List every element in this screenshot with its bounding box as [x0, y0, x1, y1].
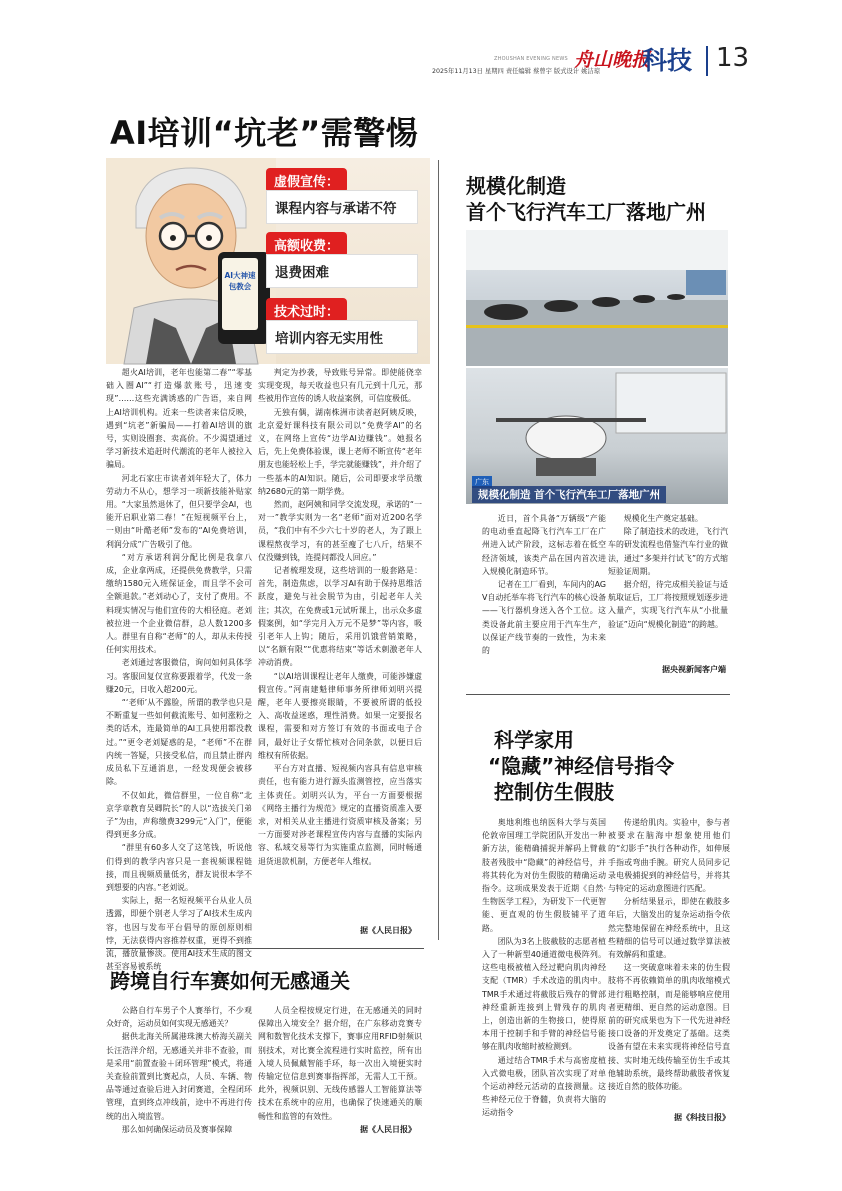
callout-tag: 技术过时： — [266, 298, 347, 323]
paragraph: 传递给肌肉。实验中，参与者被要求在脑海中想象使用他们的“幻影手”执行各种动作，如伸展手指或弯曲手腕。研究人员同步记录电极捕捉到的神经信号，并将其与特定的运动意图进行匹配。 — [608, 818, 730, 894]
prosthetic-col2 — [608, 816, 730, 1106]
masthead-pinyin: ZHOUSHAN EVENING NEWS — [494, 56, 568, 62]
paragraph: 团队为3名上肢截肢的志愿者植入了一种新型40通道微电极阵列。这些电极被植入经过靶向肌肉神经支配（TMR）手术改造的肌肉中。TMR手术通过将截肢后残存的臂部神经重新连接到上臂残存的肌肉上，创造出新的生物接口，使得原本用于控制手和手臂的神经信号能够在肌肉收缩时被检测到。 — [482, 936, 606, 1052]
paragraph: 超火AI培训，老年也能第二春”“零基础入圈AI”“打造爆款账号，迅速变现”……这些充满诱惑的广告语，来自网上AI培训机构。近来一些读者来信反映，遇到“坑老”新骗局——打着AI培训的旗号，实则设圈套、卖高价。不少渴望通过学习新技术追赶时代潮流的老年人被拉入骗局。 — [106, 368, 252, 470]
paragraph: “以AI培训课程让老年人缴费，可能涉嫌虚假宣传。”河南建魁律师事务所律师刘明兴提醒，老年人要擦亮眼睛，不要被所谓的低投入、高收益迷惑，理性消费。如果一定要报名课程，需要和对方签订有效的书面或电子合同，最好让子女帮忙核对合同条款，以便日后维权有所依据。 — [258, 671, 422, 760]
paragraph: 记者在工厂看到，车间内的AGV自动托举车将飞行汽车的核心设备——飞行器机身送入各个工位。这类设备此前主要应用于汽车生产，以保证产线节奏的一致性，为未来的 — [482, 580, 606, 656]
callout-text: 退费困难 — [266, 254, 418, 288]
section-rule — [466, 694, 730, 695]
callout-text: 培训内容无实用性 — [266, 320, 418, 354]
paragraph: 判定为抄袭，导致账号异常。即使能侥幸实现变现，每天收益也只有几元到十几元，那些被用作宣传的诱人收益案例，可信度极低。 — [258, 368, 422, 404]
section-rule — [106, 948, 424, 949]
paragraph: “对方承诺利润分配比例是我拿八成，企业拿两成，还提供免费教学，只需缴纳1580元入班保证金，而且学不会可全额退款。”老刘动心了，支付了费用。不料现实情况与他们宣传的大相径庭。老刘被拉进一个企业微信群，总人数1200多人。群里有自称“老师”的人，却从未传授任何实用技术。 — [106, 552, 252, 655]
paragraph: 奥地利维也纳医科大学与英国伦敦帝国理工学院团队开发出一种新方法，能精确捕捉并解码上臂截肢者残肢中“隐藏”的神经信号，并将其转化为对仿生假肢的精确运动指令。这项成果发表于近期《自然·生物医学工程》，为研发下一代更智能、更直观的仿生假肢铺平了道路。 — [482, 818, 606, 933]
paragraph: 那么如何确保运动员及赛事保障 — [121, 1124, 233, 1134]
photo-caption: 规模化制造 首个飞行汽车工厂落地广州 — [472, 486, 666, 503]
vehicle — [484, 304, 528, 320]
paragraph: 人员全程按规定行进，在无感通关的同时保障出入境安全？据介绍，在广东移动竞赛专网和数智化技术支撑下，赛事应用RFID射频识别技术，对比赛全流程进行实时监控，所有出入境人员佩戴智能手环，每一次出入境便实时传输定位信息到赛事指挥部，无需人工干预。此外，视频识别、无线传感器人工智能算法等技术在系统中的应用，也确保了快速通关的顺畅性和监管的有效性。 — [258, 1006, 422, 1121]
vehicle — [633, 295, 655, 303]
paragraph: “‘老师’从不露脸，所谓的教学也只是不断重复一些如何截流账号、如何涨粉之类的话术，连最简单的AI工具使用都没教过。”“更令老刘疑惑的是，“老师”不在群内统一答疑，只接受私信，而且禁止群内成员私下互通消息，一经发现便会被移除。 — [106, 698, 252, 787]
race-article-title: 跨境自行车赛如何无感通关 — [110, 969, 350, 993]
factory-photo-top-art — [466, 230, 728, 366]
car-article-title-line1: 规模化制造 — [466, 174, 566, 198]
paragraph: 规模化生产奠定基础。 — [623, 514, 703, 523]
callout-outdated-tech — [266, 298, 418, 346]
car-article-title-line2: 首个飞行汽车工厂落地广州 — [466, 200, 706, 224]
paragraph: 公路自行车男子个人赛举行，不少观众好奇，运动员如何实现无感通关？ — [106, 1006, 252, 1029]
paragraph: 然而，赵阿姨和同学交流发现，承诺的“一对一”教学实则为一名“老师”面对近200名学员，“我们中有不少六七十岁的老人，为了跟上课程熬夜学习，有的甚至瘦了七八斤，结果不仅没赚到钱，连提问都没人回应。” — [258, 500, 422, 562]
paragraph: 平台方对直播、短视频内容具有信息审核责任，也有能力进行源头监测管控，应当落实主体责任。刘明兴认为，平台一方面要根据《网络主播行为规范》规定的直播资质准入要求，对相关从业主播进行资质审核及备案；另一方面要对涉老课程宣传内容与直播的实际内容、私域交易等行为实施重点监测，同时畅通退货退款机制，方便老年人维权。 — [258, 764, 422, 866]
race-article-col2 — [258, 1004, 422, 1122]
car-article-source: 据央视新闻客户端 — [662, 665, 726, 674]
prosthetic-title-line2: “隐藏”神经信号指令 — [488, 754, 675, 778]
car-article-col2 — [608, 512, 728, 662]
callout-tag: 虚假宣传： — [266, 168, 347, 193]
ai-article-title: AI培训“坑老”需警惕 — [110, 114, 419, 152]
paragraph: 据供北海关所属港珠澳大桥海关副关长汪浩洋介绍，无感通关并非不查验，而是采用“前置查验＋闭环管理”模式，将通关查验前置到比赛起点，人员、车辆、物品等通过查验后进入封闭赛道，全程闭环管理，直到终点冲线前，途中不再进行传统的出入境监管。 — [106, 1032, 252, 1121]
race-article-source: 据《人民日报》 — [360, 1125, 416, 1134]
factory-photo-bottom-art — [466, 368, 728, 504]
paragraph: 通过结合TMR手术与高密度植入式微电极，团队首次实现了对单个运动神经元活动的直接测量。这些神经元位于脊髓，负责将大脑的运动指令 — [482, 1055, 606, 1118]
masthead — [432, 28, 820, 88]
paragraph: 不仅如此，微信群里，一位自称“北京学章教育吴卿院长”的人以“选拔关门弟子”为由，声称缴费3299元“入门”，便能得到更多分成。 — [106, 790, 252, 840]
paragraph: 这一突破意味着未来的仿生假肢将不再依赖简单的肌肉收缩模式进行粗略控制，而是能够响应使用者更精细、更自然的运动意图。目前的研究成果也为下一代先进神经接口设备的开发奠定了基础。这类设备有望在未来实现将神经信号直接、实时地无线传输至仿生手或其他辅助系统，最终帮助截肢者恢复接近自然的肢体功能。 — [608, 963, 730, 1092]
prosthetic-title-line1: 科学家用 — [494, 728, 574, 752]
prosthetic-col1 — [482, 816, 606, 1122]
paragraph: 近日，首个具备“万辆级”产能的电动垂直起降飞行汽车工厂在广州进入试产阶段，这标志着在低空经济领域，该类产品在国内首次进入规模化制造环节。 — [482, 514, 606, 576]
hall-ceiling — [466, 230, 728, 270]
paragraph: 实际上，据一名短视频平台从业人员透露，即便个别老人学习了AI技术生成内容，也因与发布平台倡导的原创原则相悖，无法获得内容推荐权重，更得不到推流，播放量惨淡。使用AI技术生成的图文甚至容易被系统 — [106, 896, 252, 972]
callout-high-fees — [266, 232, 418, 280]
masthead-divider — [706, 46, 708, 76]
prosthetic-source: 据《科技日报》 — [674, 1113, 730, 1122]
eye-left — [170, 235, 176, 241]
callout-text: 课程内容与承诺不符 — [266, 190, 418, 224]
paragraph: 除了制造技术的改进，飞行汽车的研发流程也借鉴汽车行业的做法，通过“多架并行试飞”的方式缩短验证周期。 — [608, 527, 728, 576]
vehicle — [544, 300, 578, 312]
ai-article-col2 — [258, 366, 422, 922]
factory-photo-top — [466, 230, 728, 366]
blue-panel — [686, 270, 726, 295]
phone-screen-text: AI大神速包教会 — [224, 271, 256, 291]
aircraft-cabin — [526, 416, 606, 460]
paragraph: 老刘通过客服微信，询问如何具体学习。客服回复仅宣称要跟着学，代发一条赚20元，日收入超200元。 — [106, 658, 252, 694]
eye-right — [206, 235, 212, 241]
page-number: 13 — [716, 43, 750, 73]
paragraph: 分析结果显示，即使在截肢多年后，大脑发出的复杂运动指令依然完整地保留在神经系统中，且这些精细的信号可以通过数学算法被有效解码和重建。 — [608, 897, 730, 960]
window-wall — [616, 373, 726, 433]
support-stand — [536, 458, 596, 476]
race-article-col1 — [106, 1004, 252, 1136]
aircraft-arm — [496, 418, 646, 422]
callout-false-advertising — [266, 168, 418, 216]
prosthetic-title-line3: 控制仿生假肢 — [494, 780, 614, 804]
paragraph: 河北石家庄市读者刘年轻大了，体力劳动力不从心，想学习一项新技能补贴家用。“大家虽然退休了，但只要学会AI，也能开启职业第二春！”在短视频平台上，一则由“叶酷老师”发布的“AI免费培训，利润分成”广告吸引了他。 — [106, 473, 252, 549]
vehicle — [667, 294, 685, 300]
paragraph: 记者梳理发现，这些培训的一般套路是：首先，制造焦虑，以学习AI有助于保持思维活跃度，避免与社会脱节为由，引起老年人关注；其次，在免费或1元试听课上，出示众多虚假案例，如“学完月入万元不是梦”等内容，吸引老年人上钩；随后，采用饥饿营销策略，以“名额有限”“优惠将结束”等话术刺激老年人冲动消费。 — [258, 566, 422, 668]
phone-screen — [222, 258, 258, 330]
car-article-col1 — [482, 512, 606, 680]
column-divider — [438, 160, 439, 940]
yellow-line — [466, 325, 728, 328]
dateline: 2025年11月13日 星期四 责任编辑 蔡曾宇 版式设计 姚洁琼 — [432, 68, 600, 75]
ai-article-col1 — [106, 366, 252, 972]
paragraph: 无独有偶，湖南株洲市读者赵阿姨反映，北京爱好课科技有限公司以“免费学AI”的名义，在网络上宣传“边学AI边赚钱”。她报名后，先上免费体验课，课上老师不断宣传“老年朋友也能轻松上手，学完就能赚钱”，并介绍了一些基本的AI知识。随后，公司即要求学员缴纳2680元的第一期学费。 — [258, 407, 422, 496]
vehicle — [592, 297, 620, 307]
phone — [218, 252, 270, 344]
paragraph: 据介绍，待完成相关验证与适航取证后，工厂将按照规划逐步进入量产，实现飞行汽车从“小批量验证”迈向“规模化制造”的跨越。 — [608, 580, 728, 629]
ai-article-source: 据《人民日报》 — [360, 926, 416, 935]
ai-article-figure — [106, 158, 430, 364]
newspaper-logo: 舟山晚报 — [574, 49, 651, 71]
paragraph: “群里有60多人交了这笔钱，听说他们得到的教学内容只是一套视频课程链接，而且视频质量低劣，群友说很本学不到想要的内容。”老刘说。 — [106, 843, 252, 892]
tv-logo: 广东 — [472, 476, 492, 488]
section-name: 科技 — [642, 46, 693, 75]
callout-tag: 高额收费： — [266, 232, 347, 257]
factory-photo-bottom — [466, 368, 728, 504]
